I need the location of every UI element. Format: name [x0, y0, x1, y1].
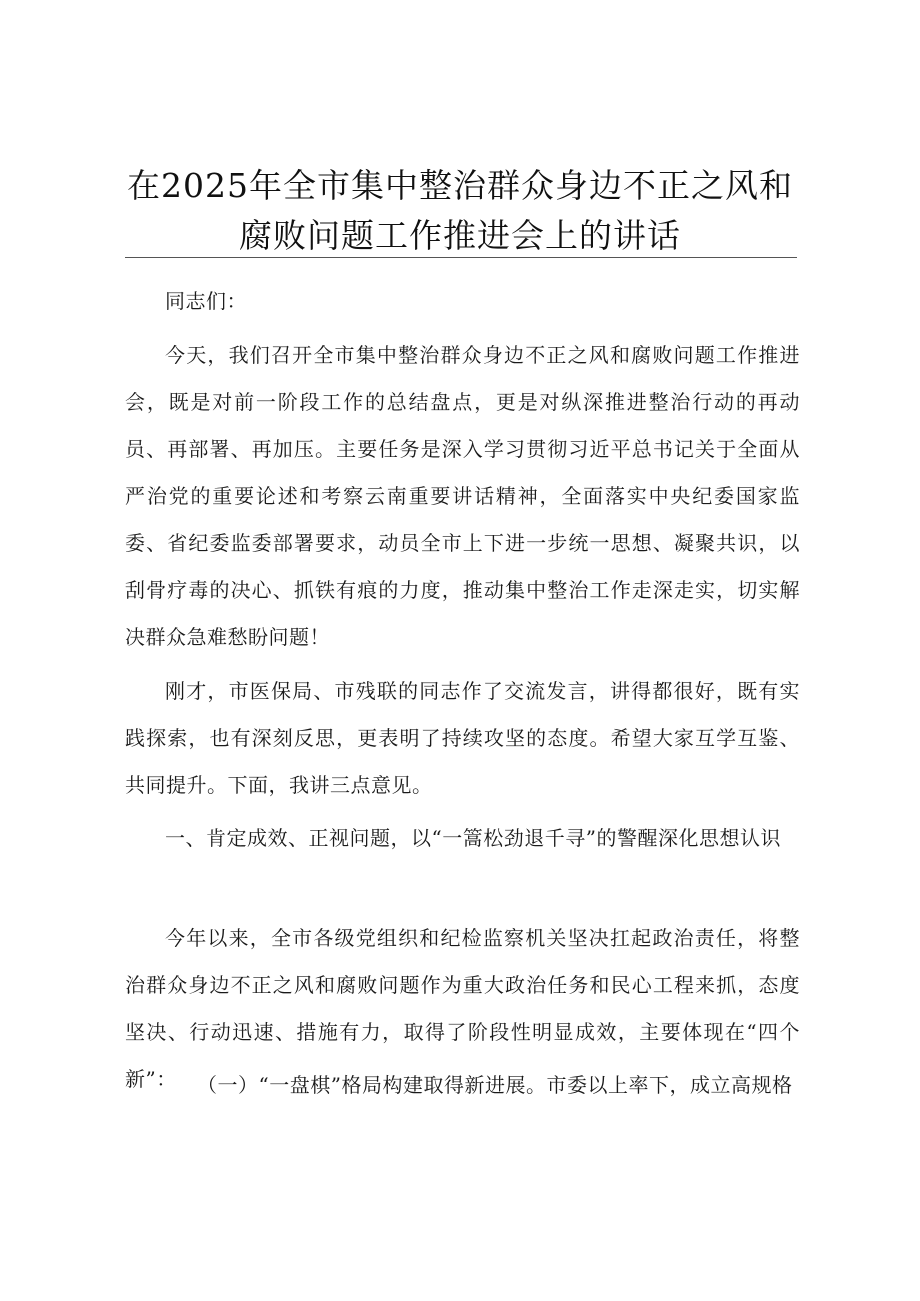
subsection-1-start: （一）“一盘棋”格局构建取得新进展。市委以上率下，成立高规格 — [197, 1073, 793, 1097]
document-title-line-1: 在2025年全市集中整治群众身边不正之风和 — [127, 166, 793, 205]
paragraph-intro: 今天，我们召开全市集中整治群众身边不正之风和腐败问题工作推进会，既是对前一阶段工作的总结盘点，更是对纵深推进整治行动的再动员、再部署、再加压。主要任务是深入学习贯彻习近平总书记关于全面从严治党的重要论述和考察云南重要讲话精神，全面落实中央纪委国家监委、省纪委监委部署要求，动员全市上下进一步统一思想、凝聚共识，以刮骨疗毒的决心、抓铁有痕的力度，推动集中整治工作走深走实，切实解决群众急难愁盼问题！ — [125, 343, 800, 649]
section-heading-1: 一、肯定成效、正视问题，以“一篙松劲退千寻”的警醒深化思想认识 — [165, 826, 781, 850]
paragraph-achievements: 今年以来，全市各级党组织和纪检监察机关坚决扛起政治责任，将整治群众身边不正之风和腐败问题作为重大政治任务和民心工程来抓，态度坚决、行动迅速、措施有力，取得了阶段性明显成效，主要体现在“四个新”： — [125, 926, 800, 1091]
salutation: 同志们： — [165, 289, 247, 313]
title-underline — [125, 257, 797, 258]
paragraph-exchange: 刚才，市医保局、市残联的同志作了交流发言，讲得都很好，既有实践探索，也有深刻反思，更表明了持续攻坚的态度。希望大家互学互鉴、共同提升。下面，我讲三点意见。 — [125, 679, 800, 797]
document-title-line-2: 腐败问题工作推进会上的讲话 — [239, 216, 681, 255]
